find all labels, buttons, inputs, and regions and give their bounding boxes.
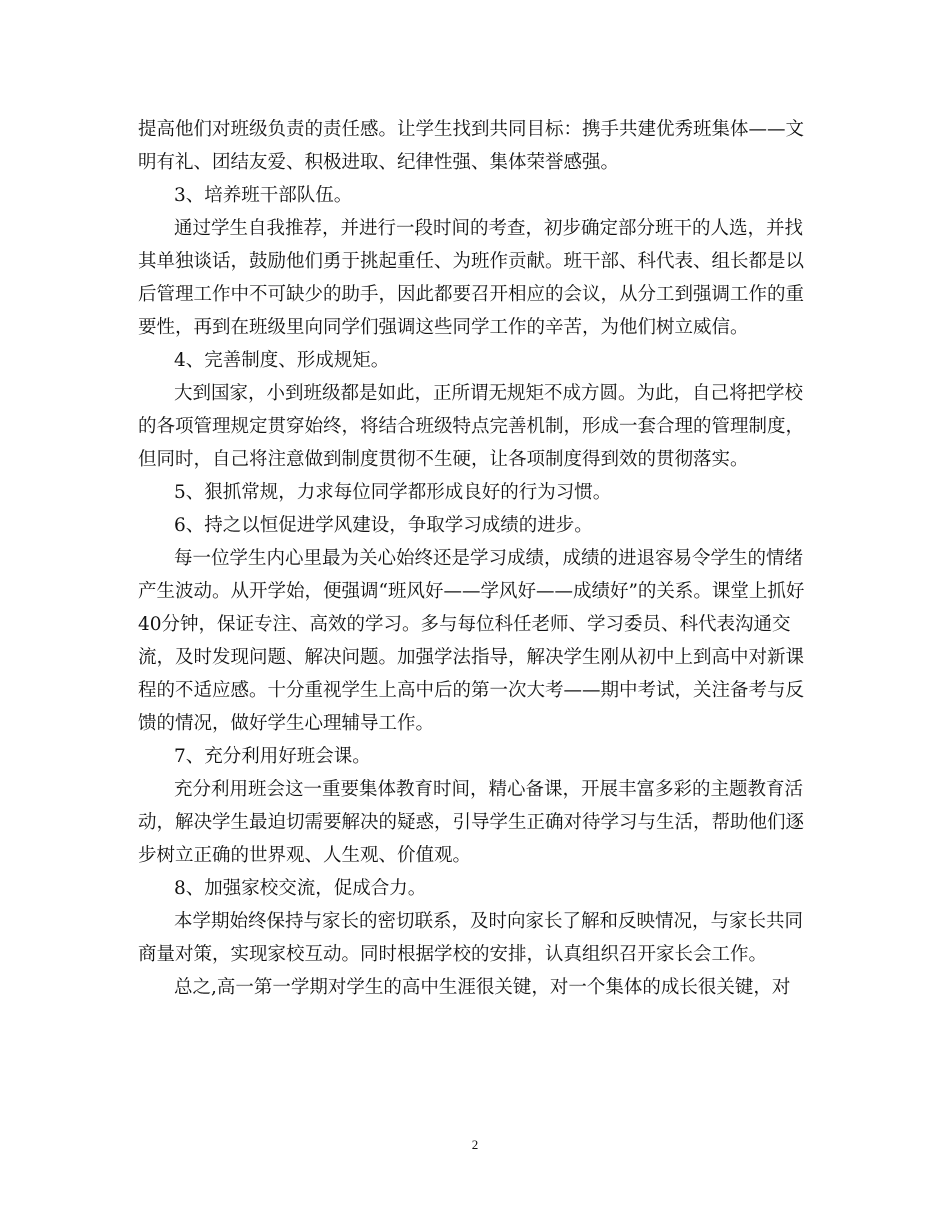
text-line: 充分利用班会这一重要集体教育时间，精心备课，开展丰富多彩的主题教育活 — [174, 779, 804, 800]
section-heading: 6、持之以恒促进学风建设，争取学习成绩的进步。 — [174, 515, 593, 536]
text-line: 通过学生自我推荐，并进行一段时间的考查，初步确定部分班干的人选，并找 — [174, 218, 804, 239]
text-line: 明有礼、团结友爱、积极进取、纪律性强、集体荣誉感强。 — [138, 152, 620, 173]
text-line: 其单独谈话，鼓励他们勇于挑起重任、为班作贡献。班干部、科代表、组长都是以 — [138, 251, 805, 272]
text-line: 商量对策，实现家校互动。同时根据学校的安排，认真组织召开家长会工作。 — [138, 944, 768, 965]
text-line: 步树立正确的世界观、人生观、价值观。 — [138, 845, 472, 866]
text-line: 本学期始终保持与家长的密切联系，及时向家长了解和反映情况，与家长共同 — [174, 911, 804, 932]
text-line: 但同时，自己将注意做到制度贯彻不生硬，让各项制度得到效的贯彻落实。 — [138, 449, 749, 470]
text-line: 大到国家，小到班级都是如此，正所谓无规矩不成方圆。为此，自己将把学校 — [174, 383, 804, 404]
section-heading: 3、培养班干部队伍。 — [174, 185, 353, 206]
section-heading: 8、加强家校交流，促成合力。 — [174, 878, 427, 899]
text-line: 总之,高一第一学期对学生的高中生涯很关键，对一个集体的成长很关键，对 — [174, 977, 791, 998]
text-line: 提高他们对班级负责的责任感。让学生找到共同目标：携手共建优秀班集体——文 — [138, 119, 805, 140]
page-number: 2 — [471, 1137, 479, 1152]
document-body — [138, 113, 814, 1004]
text-line: 要性，再到在班级里向同学们强调这些同学工作的辛苦，为他们树立威信。 — [138, 317, 749, 338]
section-heading: 7、充分利用好班会课。 — [174, 746, 371, 767]
text-line: 程的不适应感。十分重视学生上高中后的第一次大考——期中考试，关注备考与反 — [138, 680, 805, 701]
text-line: 的各项管理规定贯穿始终，将结合班级特点完善机制，形成一套合理的管理制度， — [138, 416, 805, 437]
text-line: 40分钟，保证专注、高效的学习。多与每位科任老师、学习委员、科代表沟通交 — [138, 614, 791, 635]
text-line: 流，及时发现问题、解决问题。加强学法指导，解决学生刚从初中上到高中对新课 — [138, 647, 805, 668]
text-line: 产生波动。从开学始，便强调“班风好——学风好——成绩好”的关系。课堂上抓好 — [138, 581, 805, 602]
section-heading: 5、狠抓常规，力求每位同学都形成良好的行为习惯。 — [174, 482, 612, 503]
text-line: 后管理工作中不可缺少的助手，因此都要召开相应的会议，从分工到强调工作的重 — [138, 284, 805, 305]
text-line: 馈的情况，做好学生心理辅导工作。 — [138, 713, 435, 734]
section-heading: 4、完善制度、形成规矩。 — [174, 350, 390, 371]
text-line: 动，解决学生最迫切需要解决的疑惑，引导学生正确对待学习与生活，帮助他们逐 — [138, 812, 805, 833]
text-line: 每一位学生内心里最为关心始终还是学习成绩，成绩的进退容易令学生的情绪 — [174, 548, 804, 569]
